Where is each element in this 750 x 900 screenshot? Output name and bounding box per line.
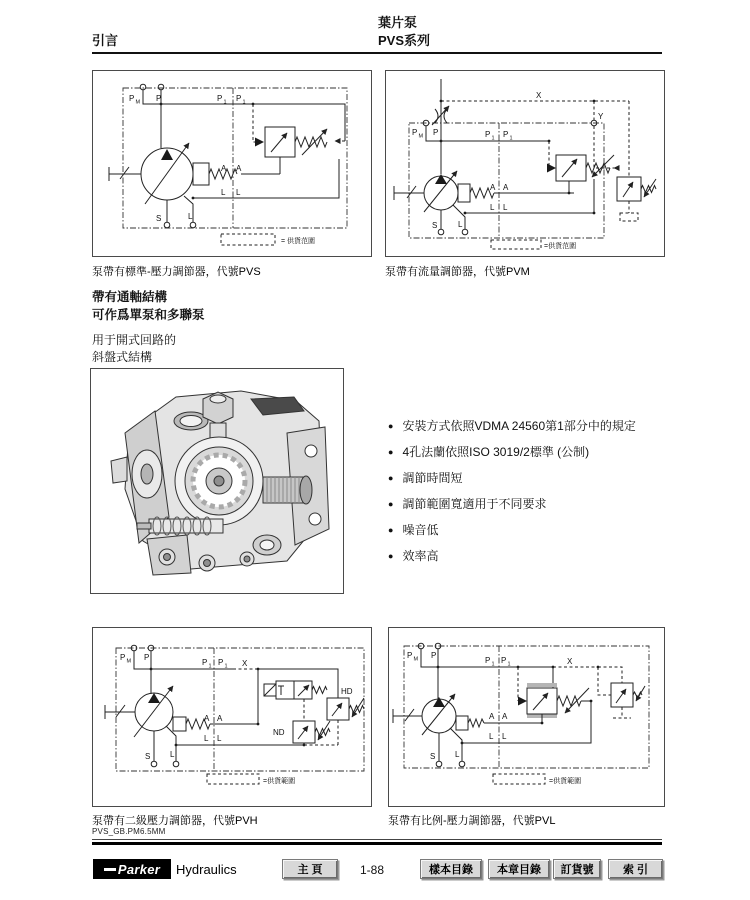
product-title: 葉片泵 <box>378 15 418 30</box>
bullet-icon: ● <box>388 421 394 431</box>
port-l: L <box>490 203 495 212</box>
intro-bold-line1: 帶有通軸結構 <box>92 290 168 304</box>
port-l: L <box>170 750 175 759</box>
diagram-pvm <box>385 70 665 257</box>
valve-hd-label: HD <box>341 687 353 696</box>
brand-name: Parker <box>117 861 161 877</box>
list-item: ● 調節範圍寬適用于不同要求 <box>388 497 547 511</box>
port-l: L <box>221 188 226 197</box>
port-a: A <box>217 714 223 723</box>
caption-pvl: 泵帶有比例-壓力調節器，代號PVL <box>388 815 556 827</box>
port-p1: P <box>202 658 208 667</box>
svg-text:1: 1 <box>507 661 511 668</box>
port-s: S <box>156 214 162 223</box>
caption-pvm: 泵帶有流量調節器，代號PVM <box>385 266 530 278</box>
feature-list <box>388 418 674 574</box>
bullet-icon: ● <box>388 499 394 509</box>
legend-text: =供貨範圍 <box>263 778 296 785</box>
port-p: P <box>144 653 150 662</box>
intro-line2: 斜盤式結構 <box>92 350 153 364</box>
svg-text:1: 1 <box>491 661 495 668</box>
svg-text:1: 1 <box>242 99 246 106</box>
port-l: L <box>204 734 209 743</box>
svg-text:1: 1 <box>223 99 227 106</box>
svg-text:1: 1 <box>509 135 513 142</box>
svg-text:M: M <box>413 656 419 663</box>
list-item: ● 4孔法蘭依照ISO 3019/2標準 (公制) <box>388 445 590 459</box>
pvh-schematic <box>93 628 371 804</box>
port-l: L <box>502 732 507 741</box>
doc-reference: PVS_GB.PM6.5MM <box>92 827 166 836</box>
series-title: PVS系列 <box>378 33 431 48</box>
brand-suffix: Hydraulics <box>176 862 237 877</box>
svg-text:1: 1 <box>491 135 495 142</box>
legend-text: = 供貨范圍 <box>281 238 316 245</box>
port-l: L <box>489 732 494 741</box>
caption-pvh: 泵帶有二級壓力調節器，代號PVH <box>92 815 258 827</box>
footer-rule-thick <box>92 842 662 845</box>
order-number-button[interactable]: 訂貨號 <box>553 859 601 879</box>
pump-cutaway-illustration <box>91 369 341 591</box>
pump-cutaway-figure <box>90 368 344 594</box>
diagram-pvl <box>388 627 665 807</box>
port-a: A <box>490 183 496 192</box>
list-item: ● 效率高 <box>388 549 439 563</box>
bullet-icon: ● <box>388 473 394 483</box>
sample-catalog-button[interactable]: 樣本目錄 <box>420 859 482 879</box>
bullet-icon: ● <box>388 525 394 535</box>
port-l: L <box>458 220 463 229</box>
port-pm: P <box>407 651 413 660</box>
port-a: A <box>236 164 242 173</box>
bullet-icon: ● <box>388 447 394 457</box>
port-p1: P <box>217 94 223 103</box>
port-p1: P <box>501 656 507 665</box>
port-l: L <box>503 203 508 212</box>
port-l: L <box>217 734 222 743</box>
intro-bold-line2: 可作爲單泵和多聯泵 <box>92 308 205 322</box>
port-p1: P <box>218 658 224 667</box>
valve-nd-label: ND <box>273 728 285 737</box>
header-rule <box>92 52 662 54</box>
intro-line1: 用于開式回路的 <box>92 333 177 347</box>
port-a: A <box>489 712 495 721</box>
port-s: S <box>432 221 438 230</box>
logo-dash-icon <box>104 868 116 871</box>
footer-rule-thin <box>92 839 662 840</box>
legend-text: =供貨範圍 <box>549 778 582 785</box>
section-title: 引言 <box>92 33 119 48</box>
port-x: X <box>242 659 248 668</box>
list-item: ● 噪音低 <box>388 523 439 537</box>
port-y: Y <box>598 112 604 121</box>
pvl-schematic <box>389 628 662 804</box>
port-s: S <box>430 752 436 761</box>
port-pm: P <box>129 94 135 103</box>
parker-logo <box>93 859 171 879</box>
port-p1: P <box>236 94 242 103</box>
home-button[interactable]: 主 頁 <box>282 859 338 879</box>
port-pm: P <box>412 128 418 137</box>
port-p1: P <box>485 656 491 665</box>
intro-bold <box>92 288 205 324</box>
list-item: ● 調節時間短 <box>388 471 463 485</box>
svg-text:M: M <box>418 133 424 140</box>
port-l: L <box>188 212 193 221</box>
port-s: S <box>145 752 151 761</box>
svg-text:1: 1 <box>208 663 212 670</box>
legend-text: =供貨范圍 <box>544 243 577 250</box>
port-pm: P <box>120 653 126 662</box>
diagram-pvs <box>92 70 372 257</box>
list-item: ● 安裝方式依照VDMA 24560第1部分中的規定 <box>388 419 636 433</box>
chapter-catalog-button[interactable]: 本章目錄 <box>488 859 550 879</box>
diagram-pvh <box>92 627 372 807</box>
pvm-schematic <box>386 71 664 254</box>
pvs-schematic <box>93 71 371 254</box>
port-pm-sub: M <box>135 99 141 106</box>
svg-text:M: M <box>126 658 132 665</box>
port-a: A <box>204 714 210 723</box>
port-p: P <box>156 94 162 103</box>
svg-text:1: 1 <box>224 663 228 670</box>
intro-normal <box>92 332 176 366</box>
port-p1: P <box>485 130 491 139</box>
page-number: 1-88 <box>360 863 385 877</box>
port-x: X <box>536 91 542 100</box>
port-l: L <box>455 750 460 759</box>
bullet-icon: ● <box>388 551 394 561</box>
port-a: A <box>502 712 508 721</box>
port-p1: P <box>503 130 509 139</box>
port-a: A <box>503 183 509 192</box>
index-button[interactable]: 索 引 <box>608 859 663 879</box>
port-p: P <box>431 651 437 660</box>
port-x: X <box>567 657 573 666</box>
port-p: P <box>433 128 439 137</box>
caption-pvs: 泵帶有標準-壓力調節器，代號PVS <box>92 266 261 278</box>
port-l: L <box>236 188 241 197</box>
port-a: A <box>221 164 227 173</box>
